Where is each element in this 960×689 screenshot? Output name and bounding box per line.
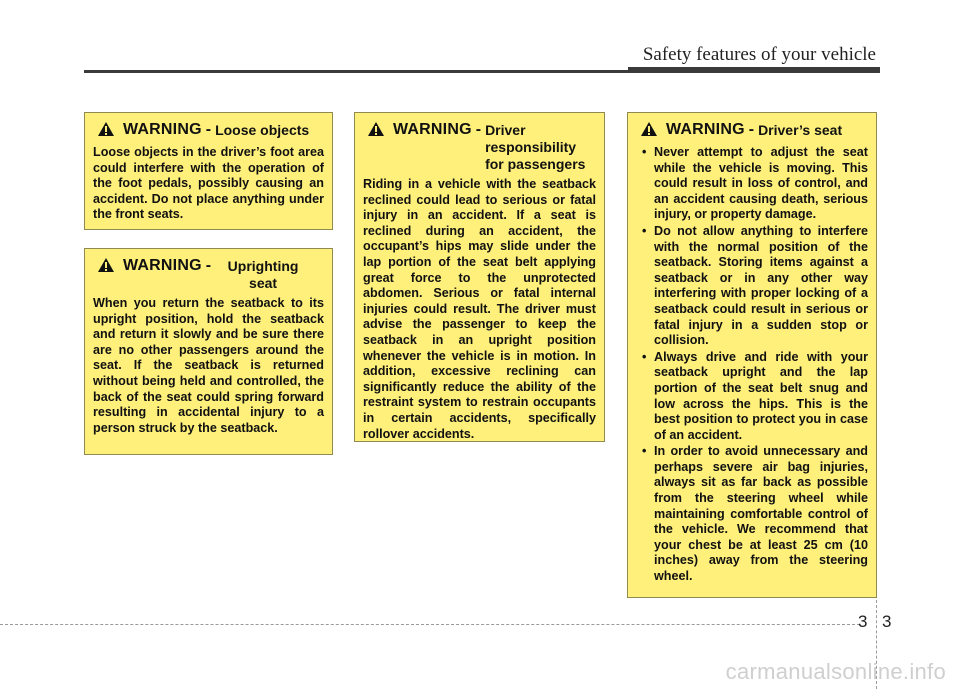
warning-body: Riding in a vehicle with the seatback reclined could lead to serious or fatal injury in an accident. If a seat is reclined during an accident, the occupant’s hips may slide under the lap portion of the seat belt applying great force to the unprotected abdomen. Serious or fatal internal injuries could result. The driver must advise the passenger to keep the seatback in an upright position whenever the vehicle is in motion. In addition, excessive reclining can significantly reduce the ability of the restraint system to restrain occupants in certain accidents, specifically rollover accidents. xyxy=(363,177,596,441)
warning-dash: - xyxy=(205,257,212,274)
warning-title xyxy=(93,121,324,141)
warning-body: When you return the seatback to its upright position, hold the seatback and return it slowly and be sure there are no other passengers around the seat. If the seatback is returned without being held and controlled, the back of the seat could spring forward resulting in accidental injury to a person struck by the seatback. xyxy=(93,296,324,435)
warning-title xyxy=(363,121,596,173)
warning-triangle-icon xyxy=(640,121,658,141)
warning-bullet: • Never attempt to adjust the seat while the vehicle is moving. This could result in loss of control, and an accident causing death, serious injury, or property damage. xyxy=(636,145,868,223)
warning-triangle-icon xyxy=(97,121,115,141)
warning-triangle-icon xyxy=(367,121,385,141)
warning-word: WARNING xyxy=(393,121,472,138)
warning-word: WARNING xyxy=(123,121,202,138)
page-number: 3 xyxy=(882,612,892,631)
warning-subject: Uprighting seat xyxy=(227,258,299,291)
warning-box-driver-responsibility xyxy=(354,112,605,442)
warning-word: WARNING xyxy=(666,121,745,138)
warning-triangle-icon xyxy=(97,257,115,277)
warning-dash: - xyxy=(748,121,755,138)
warning-bullet: • Do not allow anything to interfere with the normal position of the seatback. Storing items against a seatback or in any other way interfering with proper locking of a seatback could result in serious or fatal injury in a sudden stop or collision. xyxy=(636,224,868,349)
warning-title xyxy=(636,121,868,141)
warning-bullet: • Always drive and ride with your seatback upright and the lap portion of the seat belt snug and low across the hips. This is the best position to protect you in case of an accident. xyxy=(636,350,868,444)
warning-bullet-list xyxy=(636,145,868,585)
warning-box-upright-seat xyxy=(84,248,333,455)
warning-subject: Driver responsibility for passengers xyxy=(485,122,586,172)
warning-dash: - xyxy=(475,121,482,138)
warning-box-drivers-seat xyxy=(627,112,877,598)
warning-box-loose-objects xyxy=(84,112,333,230)
warning-word: WARNING xyxy=(123,257,202,274)
warning-subject: Driver’s seat xyxy=(758,122,843,138)
chapter-number: 3 xyxy=(858,612,868,631)
warning-bullet: • In order to avoid unnecessary and perhaps severe air bag injuries, always sit as far back as possible from the steering wheel while maintaining comfortable control of the vehicle. We recommend that your chest be at least 25 cm (10 inches) away from the steering wheel. xyxy=(636,444,868,584)
warning-title xyxy=(93,257,324,292)
header-title: Safety features of your vehicle xyxy=(642,44,876,65)
warning-body: Loose objects in the driver’s foot area could interfere with the operation of the foot pedals, possibly causing an accident. Do not place anything under the front seats. xyxy=(93,145,324,222)
footer-dashed-line xyxy=(0,624,860,625)
warning-subject: Loose objects xyxy=(215,122,310,138)
watermark: carmanualsonline.info xyxy=(725,659,946,684)
warning-dash: - xyxy=(205,121,212,138)
header-rule-accent xyxy=(628,67,880,73)
